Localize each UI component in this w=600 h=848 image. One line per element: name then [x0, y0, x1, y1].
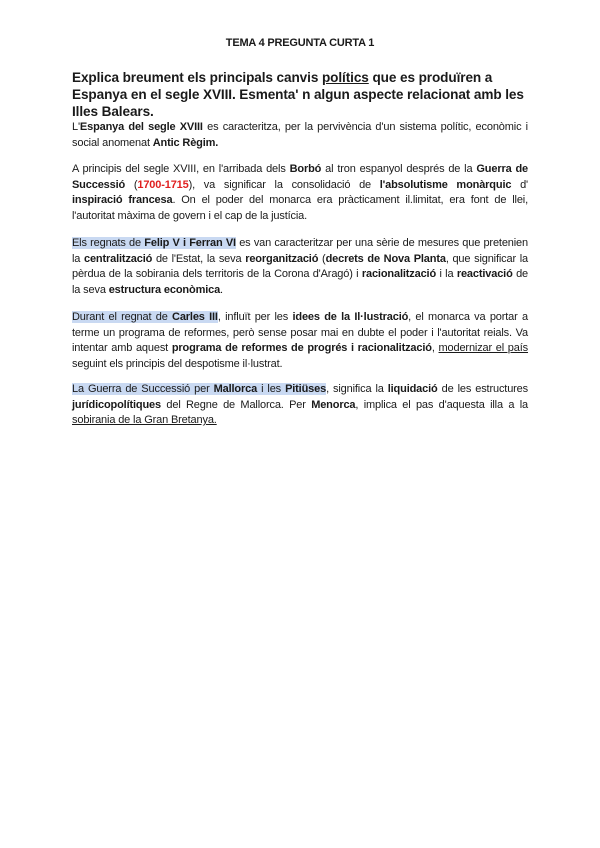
p5-part-9: del Regne de Mallorca. Per	[160, 398, 312, 411]
question-text	[72, 69, 532, 120]
p2-part-7: ), va significar la consolidació de	[188, 178, 380, 191]
p4-part-3: , influït per les	[217, 311, 293, 323]
p3-part-8: decrets de Nova Planta	[325, 252, 446, 265]
p5-part-8: jurídicopolítiques	[72, 398, 161, 411]
p3-part-1: Els regnats de	[72, 237, 145, 249]
p5-part-2: Mallorca	[213, 383, 258, 395]
p5-part-5: , significa la	[326, 383, 388, 395]
p4-part-5: , el monarca va portar a terme un programa de reformes, però sense posar mai en dubte el poder i l'autoritat reials. Va intentar amb aquest	[72, 311, 528, 354]
p5-part-11: , implica el pas d'aquesta illa a la	[355, 398, 528, 411]
p2-part-4: Guerra de Successió	[72, 163, 528, 191]
question-part-3: que es produïren a Espanya en el segle XVIII. Esmenta' n algun aspecte relacionat amb les Illes Balears.	[72, 70, 524, 119]
paragraph-antic-regim	[72, 120, 528, 151]
p3-part-6: reorganització	[245, 252, 319, 265]
p2-part-3: al tron espanyol després de la	[321, 163, 477, 175]
p3-part-4: centralització	[84, 252, 153, 265]
p5-part-3: i les	[257, 383, 286, 395]
paragraph-mallorca	[72, 382, 528, 429]
p3-part-14: estructura econòmica	[108, 283, 221, 296]
p2-part-9: d'	[511, 178, 528, 191]
p3-part-5: de l'Estat, la seva	[152, 252, 246, 265]
page-title: TEMA 4 PREGUNTA CURTA 1	[225, 37, 375, 49]
paragraph-borbo	[72, 162, 528, 224]
p2-part-11: . On el poder del monarca era pràcticament il.limitat, era font de llei, l'autoritat màxima de govern i el cap de la justícia.	[72, 194, 528, 222]
p3-part-11: i la	[436, 268, 457, 280]
p3-part-15: .	[220, 283, 223, 296]
p5-highlight	[72, 383, 326, 395]
p4-highlight	[72, 311, 218, 323]
p1-part-3: es caracteritza, per la pervivència d'un sistema polític, econòmic i social anomenat	[72, 121, 528, 149]
p2-part-2: Borbó	[289, 163, 322, 175]
p5-part-1: La Guerra de Successió per	[72, 383, 214, 395]
p5-part-7: de les estructures	[437, 383, 529, 395]
p4-part-2: Carles III	[172, 311, 218, 323]
p4-part-7: ,	[431, 342, 439, 354]
paragraph-felip-ferran	[72, 236, 528, 298]
p3-part-12: reactivació	[456, 268, 513, 280]
p4-part-9: seguint els principis del despotisme il·lustrat.	[72, 357, 283, 370]
p4-part-1: Durant el regnat de	[72, 311, 173, 323]
p3-highlight	[72, 237, 236, 249]
question-part-1: Explica breument els principals canvis	[72, 70, 322, 85]
p4-part-4: idees de la Il·lustració	[292, 311, 409, 323]
p3-part-3: es van caracteritzar per una sèrie de mesures que pretenien la	[72, 237, 528, 265]
p4-part-8: modernizar el país	[438, 342, 529, 354]
p3-part-2: Felip V i Ferran VI	[144, 237, 236, 249]
p5-part-12: sobirania de la Gran Bretanya.	[72, 414, 217, 426]
p3-part-10: racionalització	[361, 268, 437, 280]
p2-part-10: inspiració francesa	[72, 194, 173, 206]
p3-part-7: (	[318, 252, 326, 265]
p1-part-1: L'	[72, 121, 80, 133]
p1-part-2: Espanya del segle XVIII	[79, 121, 203, 133]
p4-part-6: programa de reformes de progrés i racionalització	[171, 342, 432, 354]
p5-part-4: Pitiüses	[285, 383, 327, 395]
p2-part-5: (	[125, 178, 138, 191]
p3-part-13: de la seva	[72, 268, 529, 296]
p2-part-1: A principis del segle XVIII, en l'arribada dels	[72, 163, 290, 175]
question-part-2: polítics	[321, 70, 369, 85]
p5-part-6: liquidació	[387, 383, 438, 395]
p5-part-10: Menorca	[311, 398, 356, 411]
p3-part-9: , que significar la pèrdua de la sobirania dels territoris de la Corona d'Aragó) i	[72, 252, 529, 280]
p1-part-4: Antic Règim.	[152, 136, 219, 149]
p2-part-8: l'absolutisme monàrquic	[379, 178, 512, 191]
paragraph-carles-iii	[72, 310, 528, 372]
p2-part-6: 1700-1715	[137, 178, 189, 191]
